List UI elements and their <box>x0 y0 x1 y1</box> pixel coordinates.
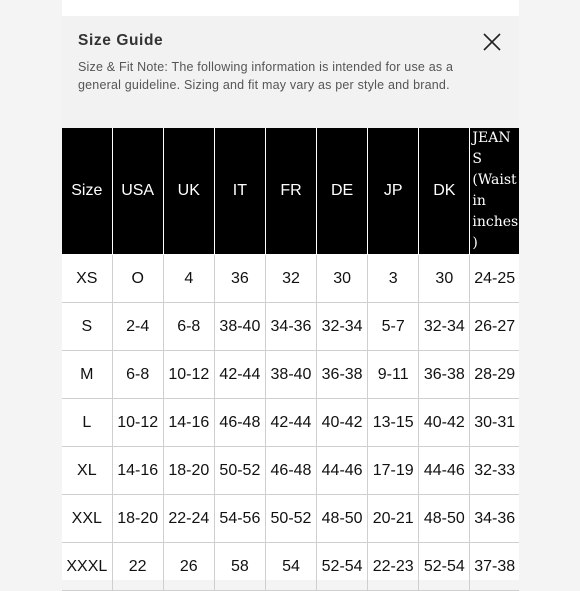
table-cell: 14-16 <box>163 399 214 447</box>
column-header: DK <box>419 128 470 255</box>
table-cell: 40-42 <box>317 399 368 447</box>
table-cell: 34-36 <box>265 303 316 351</box>
table-cell: O <box>112 255 163 303</box>
table-cell: 48-50 <box>419 495 470 543</box>
table-row <box>62 447 519 495</box>
column-header: IT <box>214 128 265 255</box>
table-cell: 46-48 <box>214 399 265 447</box>
size-table-head <box>62 128 519 255</box>
table-row <box>62 543 519 591</box>
table-cell: 26-27 <box>470 303 519 351</box>
table-cell: 10-12 <box>112 399 163 447</box>
table-cell: 9-11 <box>368 351 419 399</box>
table-cell: 13-15 <box>368 399 419 447</box>
page-title: Size Guide <box>78 32 164 49</box>
table-cell: 48-50 <box>317 495 368 543</box>
close-icon[interactable] <box>481 31 503 53</box>
column-header: UK <box>163 128 214 255</box>
table-cell: XL <box>62 447 112 495</box>
table-cell: 5-7 <box>368 303 419 351</box>
table-cell: 28-29 <box>470 351 519 399</box>
table-cell: XS <box>62 255 112 303</box>
table-cell: 18-20 <box>112 495 163 543</box>
table-row <box>62 303 519 351</box>
table-cell: 42-44 <box>214 351 265 399</box>
table-cell: 14-16 <box>112 447 163 495</box>
table-cell: 38-40 <box>214 303 265 351</box>
table-cell: 24-25 <box>470 255 519 303</box>
size-guide-panel <box>62 0 519 580</box>
table-cell: 52-54 <box>419 543 470 591</box>
table-cell: 17-19 <box>368 447 419 495</box>
table-cell: XXXL <box>62 543 112 591</box>
table-cell: 30 <box>419 255 470 303</box>
table-cell: 22-24 <box>163 495 214 543</box>
column-header: Size <box>62 128 112 255</box>
table-cell: 50-52 <box>214 447 265 495</box>
column-header: DE <box>317 128 368 255</box>
table-cell: 32-34 <box>419 303 470 351</box>
table-cell: 6-8 <box>112 351 163 399</box>
table-cell: 18-20 <box>163 447 214 495</box>
table-cell: 30-31 <box>470 399 519 447</box>
table-cell: 26 <box>163 543 214 591</box>
table-cell: 44-46 <box>317 447 368 495</box>
table-cell: 32-34 <box>317 303 368 351</box>
table-cell: XXL <box>62 495 112 543</box>
top-spacer <box>62 0 519 16</box>
table-cell: 2-4 <box>112 303 163 351</box>
table-cell: 22 <box>112 543 163 591</box>
fit-note: Size & Fit Note: The following information is intended for use as a general guideline. Sizing and fit may vary as per style and brand. <box>78 60 454 92</box>
table-cell: 40-42 <box>419 399 470 447</box>
table-cell: 46-48 <box>265 447 316 495</box>
table-cell: 38-40 <box>265 351 316 399</box>
column-header: FR <box>265 128 316 255</box>
table-cell: 20-21 <box>368 495 419 543</box>
table-cell: 44-46 <box>419 447 470 495</box>
table-row <box>62 399 519 447</box>
size-guide-header <box>62 16 519 128</box>
table-cell: 54-56 <box>214 495 265 543</box>
table-cell: 3 <box>368 255 419 303</box>
table-cell: 54 <box>265 543 316 591</box>
table-cell: 58 <box>214 543 265 591</box>
table-cell: 36-38 <box>419 351 470 399</box>
column-header: JP <box>368 128 419 255</box>
header-row <box>62 128 519 255</box>
table-cell: 10-12 <box>163 351 214 399</box>
table-cell: 42-44 <box>265 399 316 447</box>
size-table-body <box>62 255 519 591</box>
table-cell: 50-52 <box>265 495 316 543</box>
table-cell: M <box>62 351 112 399</box>
table-cell: 36-38 <box>317 351 368 399</box>
column-header-jeans: JEANS (Waist in inches) <box>470 128 519 255</box>
table-cell: S <box>62 303 112 351</box>
table-row <box>62 495 519 543</box>
table-cell: 36 <box>214 255 265 303</box>
table-cell: 32 <box>265 255 316 303</box>
size-table <box>62 128 519 591</box>
table-cell: 6-8 <box>163 303 214 351</box>
table-cell: 37-38 <box>470 543 519 591</box>
table-cell: 4 <box>163 255 214 303</box>
table-row <box>62 351 519 399</box>
table-row <box>62 255 519 303</box>
table-cell: 34-36 <box>470 495 519 543</box>
table-cell: 30 <box>317 255 368 303</box>
table-cell: 52-54 <box>317 543 368 591</box>
table-cell: 32-33 <box>470 447 519 495</box>
table-cell: 22-23 <box>368 543 419 591</box>
table-cell: L <box>62 399 112 447</box>
column-header: USA <box>112 128 163 255</box>
